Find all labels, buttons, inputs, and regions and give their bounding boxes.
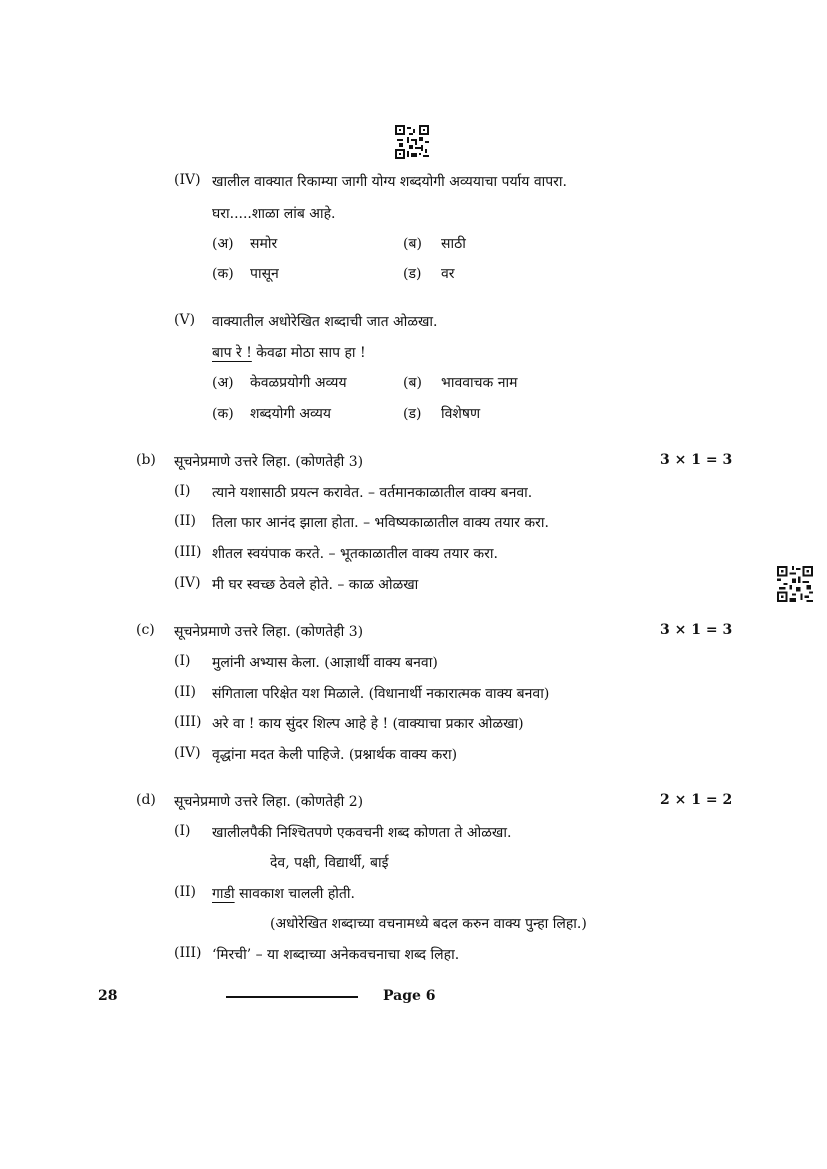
d-item-sentence	[212, 884, 355, 903]
c-item-number: (II)	[174, 684, 196, 700]
q5-option-label: (अ)	[212, 375, 234, 391]
q4-option-text: पासून	[250, 266, 279, 282]
b-item-number: (III)	[174, 544, 202, 560]
q4-option-label: (ब)	[403, 236, 422, 252]
d-word-list: देव, पक्षी, विद्यार्थी, बाई	[270, 855, 389, 871]
c-item-text: अरे वा ! काय सुंदर शिल्प आहे हे ! (वाक्याचा प्रकार ओळखा)	[212, 716, 524, 732]
q5-option-label: (क)	[212, 406, 234, 422]
d-item-number: (II)	[174, 884, 196, 900]
c-item-number: (III)	[174, 714, 202, 730]
section-b-marks: 3 × 1 = 3	[660, 452, 733, 468]
q4-number: (IV)	[174, 172, 201, 188]
d-item-number: (I)	[174, 823, 191, 839]
q5-underlined-word: बाप रे !	[212, 345, 252, 361]
section-d-label: (d)	[136, 792, 156, 808]
q5-option-text: केवळप्रयोगी अव्यय	[250, 375, 347, 391]
q5-option-text: शब्दयोगी अव्यय	[250, 406, 332, 422]
q4-question: खालील वाक्यात रिकाम्या जागी योग्य शब्दयोगी अव्ययाचा पर्याय वापरा.	[212, 174, 567, 190]
qr-code-side	[777, 566, 813, 602]
d-item-instruction: (अधोरेखित शब्दाच्या वचनामध्ये बदल करुन वाक्य पुन्हा लिहा.)	[270, 916, 587, 932]
q4-option-label: (अ)	[212, 236, 234, 252]
b-item-number: (IV)	[174, 575, 201, 591]
d-item-text: खालीलपैकी निश्चितपणे एकवचनी शब्द कोणता ते ओळखा.	[212, 825, 512, 841]
q5-sentence	[212, 343, 366, 362]
b-item-number: (I)	[174, 483, 191, 499]
section-d-heading: सूचनेप्रमाणे उत्तरे लिहा. (कोणतेही 2)	[174, 794, 364, 810]
d-sentence-rest: सावकाश चालली होती.	[234, 886, 355, 902]
q5-option-text: भाववाचक नाम	[441, 375, 518, 391]
b-item-text: तिला फार आनंद झाला होता. – भविष्यकाळातील वाक्य तयार करा.	[212, 515, 549, 531]
section-b-label: (b)	[136, 452, 156, 468]
q5-option-label: (ड)	[403, 406, 422, 422]
q5-option-text: विशेषण	[441, 406, 481, 422]
q4-option-text: समोर	[250, 236, 278, 252]
q4-option-label: (ड)	[403, 266, 422, 282]
q4-option-text: वर	[441, 266, 455, 282]
qr-code-top	[395, 125, 429, 159]
q5-sentence-rest: केवढा मोठा साप हा !	[251, 345, 366, 361]
q4-option-text: साठी	[441, 236, 466, 252]
paper-code: 28	[98, 988, 118, 1004]
q5-option-label: (ब)	[403, 375, 422, 391]
section-d-marks: 2 × 1 = 2	[660, 792, 733, 808]
c-item-text: संगिताला परिक्षेत यश मिळाले. (विधानार्थी नकारात्मक वाक्य बनवा)	[212, 686, 550, 702]
b-item-text: त्याने यशासाठी प्रयत्न करावेत. – वर्तमानकाळातील वाक्य बनवा.	[212, 485, 533, 501]
c-item-number: (I)	[174, 653, 191, 669]
q4-sentence: घरा.....शाळा लांब आहे.	[212, 206, 336, 222]
d-item-text: ‘मिरची’ – या शब्दाच्या अनेकवचनाचा शब्द लिहा.	[212, 947, 460, 963]
section-c-label: (c)	[136, 622, 155, 638]
section-c-heading: सूचनेप्रमाणे उत्तरे लिहा. (कोणतेही 3)	[174, 624, 364, 640]
c-item-text: मुलांनी अभ्यास केला. (आज्ञार्थी वाक्य बनवा)	[212, 655, 438, 671]
d-item-number: (III)	[174, 945, 202, 961]
q5-number: (V)	[174, 312, 196, 328]
footer-rule	[226, 996, 358, 998]
c-item-number: (IV)	[174, 745, 201, 761]
section-b-heading: सूचनेप्रमाणे उत्तरे लिहा. (कोणतेही 3)	[174, 454, 364, 470]
d-underlined-word: गाडी	[212, 886, 235, 902]
b-item-text: मी घर स्वच्छ ठेवले होते. – काळ ओळखा	[212, 577, 419, 593]
c-item-text: वृद्धांना मदत केली पाहिजे. (प्रश्नार्थक वाक्य करा)	[212, 747, 458, 763]
q4-option-label: (क)	[212, 266, 234, 282]
q5-question: वाक्यातील अधोरेखित शब्दाची जात ओळखा.	[212, 314, 438, 330]
page-number: Page 6	[383, 988, 436, 1004]
b-item-text: शीतल स्वयंपाक करते. – भूतकाळातील वाक्य तयार करा.	[212, 546, 498, 562]
section-c-marks: 3 × 1 = 3	[660, 622, 733, 638]
b-item-number: (II)	[174, 513, 196, 529]
